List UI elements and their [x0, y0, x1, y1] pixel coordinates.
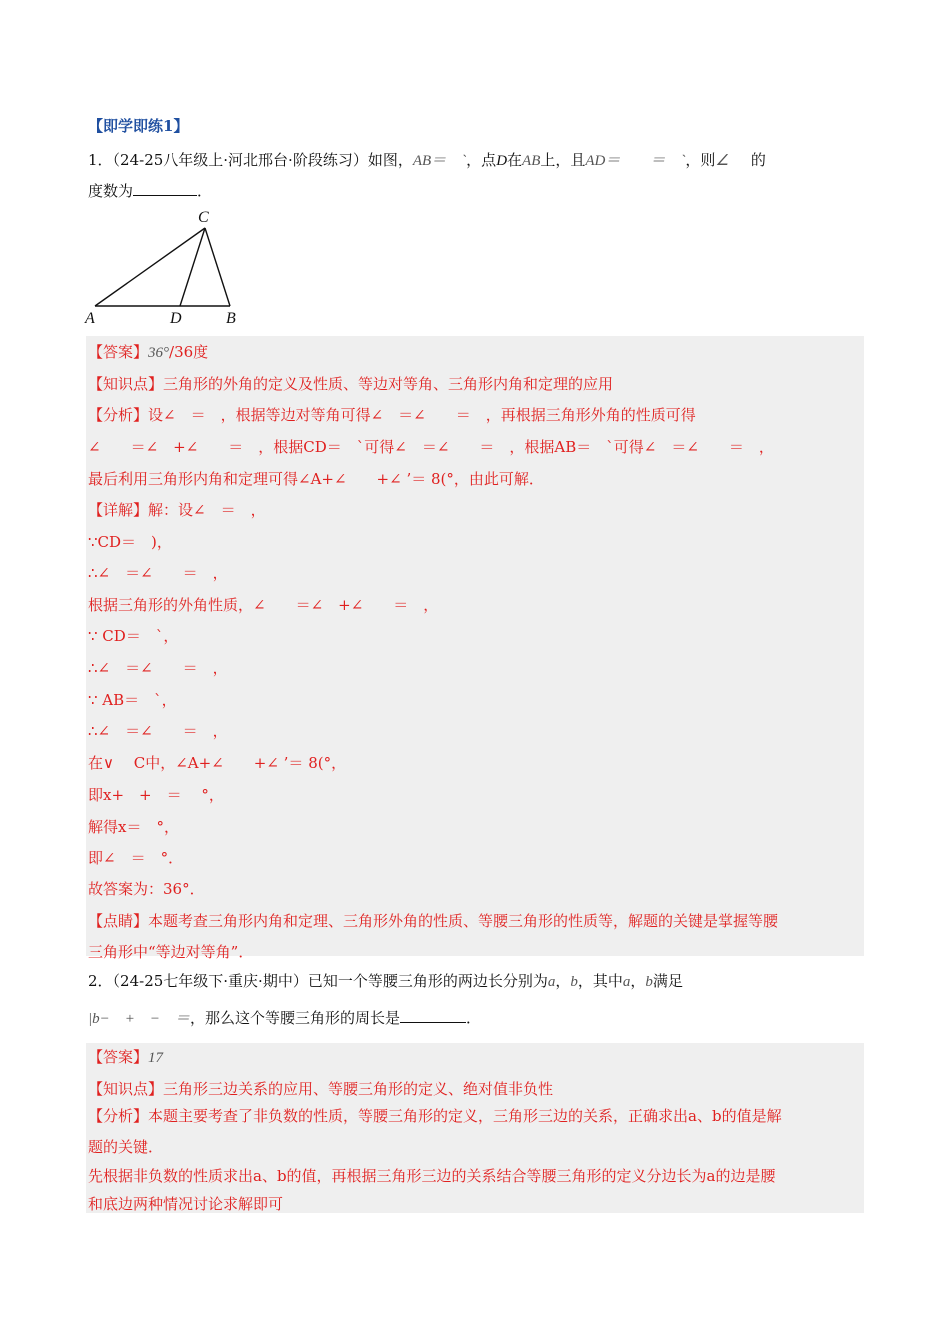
segment-cd [180, 228, 205, 306]
question-text: 的 [750, 151, 766, 169]
math-expression: AB [522, 153, 541, 169]
analysis-line: 题的关键． [88, 1138, 164, 1156]
solution-step: ∴∠ ＝∠ ＝ ， [88, 722, 228, 740]
question-text: ． [466, 1009, 482, 1027]
section-title: 【即学即练1】 [88, 117, 189, 135]
q1-answer [88, 342, 208, 363]
math-expression: ∠ [715, 153, 729, 169]
analysis-line: ∠ ＝∠ +∠ ＝ ，根据CD＝ `可得∠ ＝∠ ＝ ，根据AB＝ `可得∠ ＝∠ ＝ ， [88, 438, 774, 456]
question-text: 度数为 [88, 182, 134, 200]
answer-value: 17 [148, 1050, 164, 1066]
side-ac [95, 228, 205, 306]
math-variable: D [496, 153, 508, 169]
solution-step: 解得x＝ °， [88, 818, 179, 836]
q2-knowledge-point [88, 1079, 553, 1099]
label-b: B [226, 310, 236, 327]
solution-step: 即∠ ＝ °． [88, 849, 184, 867]
math-variable: a [622, 974, 631, 990]
analysis-tag: 【分析】 [88, 1107, 149, 1125]
comment-text: 本题考查三角形内角和定理、三角形外角的性质、等腰三角形的性质等，解题的关键是掌握等腰 [148, 912, 779, 930]
knowledge-tag: 【知识点】 [88, 375, 164, 393]
question-text: ，点 [466, 151, 497, 169]
question-number: 2． [88, 972, 113, 990]
math-variable: a [547, 974, 556, 990]
question-text: ，那么这个等腰三角形的周长是 [190, 1009, 401, 1027]
solution-step: 在∨ C中，∠A+∠ +∠ ’＝ 8(°， [88, 754, 347, 772]
q2-solution-panel [86, 1043, 864, 1213]
question-text: 如图， [367, 151, 413, 169]
answer-text: /36度 [169, 343, 209, 361]
analysis-line: 最后利用三角形内角和定理可得∠A+∠ +∠ ’＝ 8(°，由此可解． [88, 470, 544, 488]
analysis-text: 本题主要考查了非负数的性质，等腰三角形的定义，三角形三边的关系，正确求出a、b的值是解 [148, 1107, 782, 1125]
question-text: 上，且 [540, 151, 586, 169]
math-expression: 36° [148, 345, 170, 361]
question-text: ， [555, 972, 571, 990]
question-2-line-1 [88, 971, 683, 992]
q1-detail [88, 500, 266, 520]
side-cb [205, 228, 230, 306]
math-expression: AD＝ ＝ ` [585, 153, 686, 169]
solution-step: 故答案为：36°． [88, 880, 205, 898]
detail-tag: 【详解】 [88, 501, 149, 519]
solution-step: ∴∠ ＝∠ ＝ ， [88, 659, 228, 677]
question-text: ． [197, 182, 213, 200]
answer-blank [400, 1008, 466, 1023]
analysis-tag: 【分析】 [88, 406, 149, 424]
label-a: A [85, 310, 95, 327]
q2-answer [88, 1047, 163, 1068]
solution-step: 根据三角形的外角性质，∠ ＝∠ +∠ ＝ ， [88, 596, 439, 614]
triangle-figure [80, 204, 260, 330]
question-text: ，其中 [577, 972, 623, 990]
question-text: 满足 [652, 972, 683, 990]
math-expression: |b− + − ＝ [88, 1011, 190, 1027]
question-text: 已知一个等腰三角形的两边长分别为 [307, 972, 548, 990]
q1-comment [88, 911, 778, 931]
analysis-line: 先根据非负数的性质求出a、b的值，再根据三角形三边的关系结合等腰三角形的定义分边长为a的边是腰 [88, 1167, 776, 1185]
answer-blank [133, 181, 197, 196]
math-variable: b [645, 974, 653, 990]
solution-step: 即x+ + ＝ °， [88, 786, 224, 804]
question-number: 1． [88, 151, 113, 169]
knowledge-tag: 【知识点】 [88, 1080, 164, 1098]
question-source: （24-25八年级上·河北邢台·阶段练习） [112, 151, 368, 169]
comment-tag: 【点睛】 [88, 912, 149, 930]
detail-text: 解：设∠ ＝ ， [148, 501, 266, 519]
knowledge-text: 三角形的外角的定义及性质、等边对等角、三角形内角和定理的应用 [163, 375, 614, 393]
answer-tag: 【答案】 [88, 343, 149, 361]
question-2-line-2 [88, 1008, 481, 1029]
q1-solution-panel [86, 336, 864, 956]
math-expression: AB＝ ` [412, 153, 467, 169]
solution-step: ∵ CD＝ `， [88, 627, 179, 645]
q1-knowledge-point [88, 374, 613, 394]
q2-analysis [88, 1106, 782, 1126]
question-text: ， [630, 972, 646, 990]
solution-step: ∵CD＝ )， [88, 533, 172, 551]
analysis-line: 和底边两种情况讨论求解即可 [88, 1195, 284, 1213]
question-text: ，则 [685, 151, 716, 169]
comment-line: 三角形中“等边对等角”． [88, 943, 254, 961]
question-text: 在 [507, 151, 523, 169]
label-c: C [198, 209, 209, 226]
answer-tag: 【答案】 [88, 1048, 149, 1066]
knowledge-text: 三角形三边关系的应用、等腰三角形的定义、绝对值非负性 [163, 1080, 554, 1098]
solution-step: ∴∠ ＝∠ ＝ ， [88, 564, 228, 582]
q1-analysis [88, 405, 696, 425]
math-variable: b [570, 974, 578, 990]
label-d: D [170, 310, 182, 327]
question-1-line-2 [88, 181, 212, 201]
analysis-text: 设∠ ＝ ，根据等边对等角可得∠ ＝∠ ＝ ，再根据三角形外角的性质可得 [148, 406, 696, 424]
solution-step: ∵ AB＝ `， [88, 691, 177, 709]
question-1-line-1 [88, 150, 766, 171]
question-source: （24-25七年级下·重庆·期中） [112, 972, 308, 990]
